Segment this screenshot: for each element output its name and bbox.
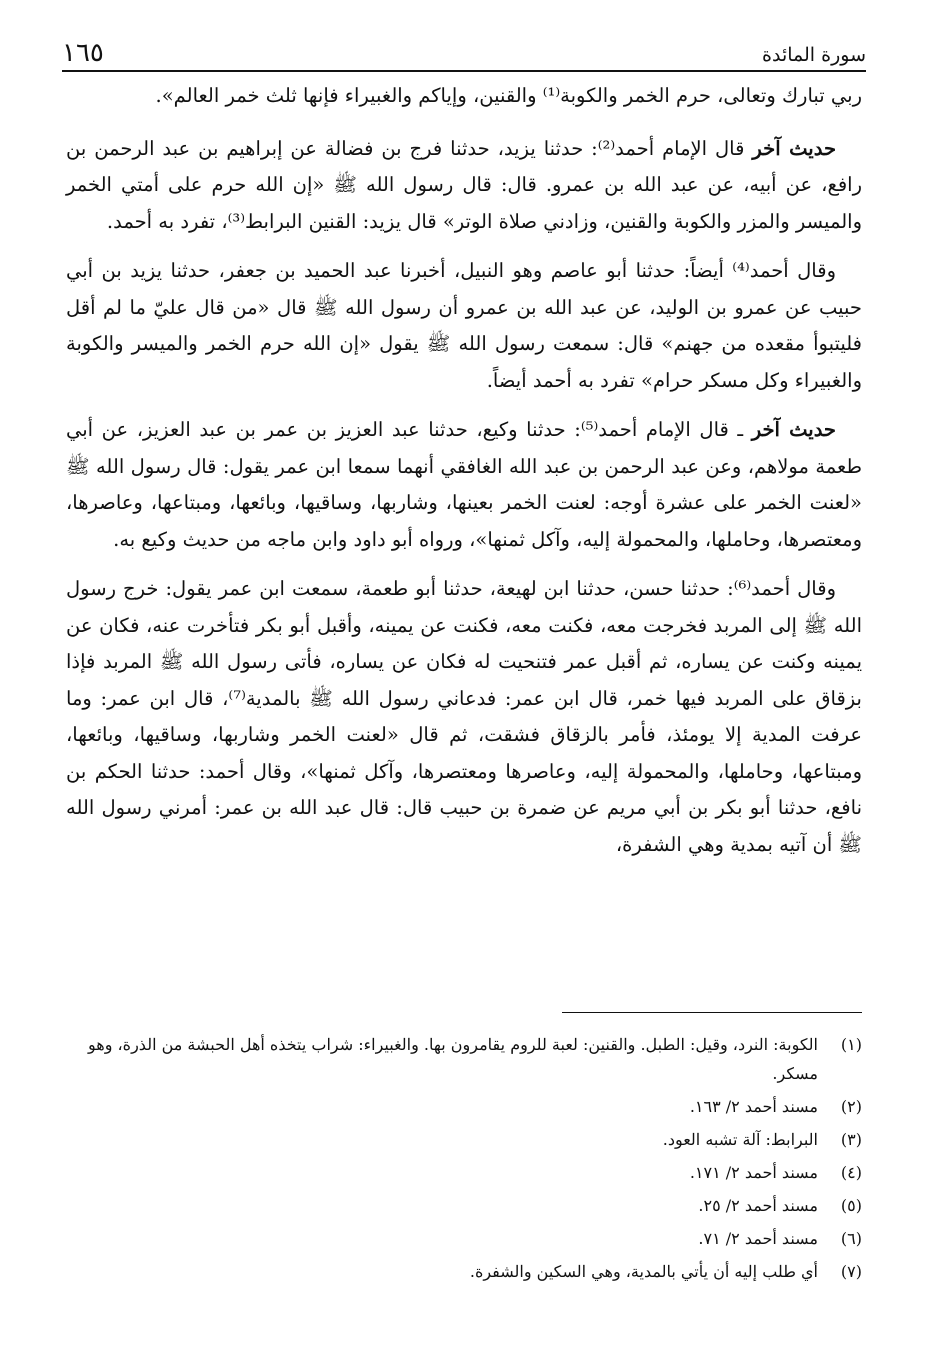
footnote-number: (٢) xyxy=(840,1097,862,1116)
footnote xyxy=(86,1224,862,1253)
footnote-text: البرابط: آلة تشبه العود. xyxy=(662,1130,818,1149)
footnote-number: (٥) xyxy=(840,1196,862,1215)
footnote xyxy=(86,1030,862,1088)
footnote xyxy=(86,1191,862,1220)
surah-title: سورة المائدة xyxy=(762,44,866,66)
paragraph xyxy=(66,253,862,399)
paragraph-text: ـ قال الإمام أحمد⁽⁵⁾: حدثنا وكيع، حدثنا عبد العزيز بن عمر بن عبد العزيز، عن أبي طعمة مولاهم، وعن عبد الرحمن بن عبد الله الغافقي أنهما سمعا ابن عمر يقول: قال رسول الله ﷺ «لعنت الخمر على عشرة أوجه: لعنت الخمر بعينها، وشاربها، وساقيها، وبائعها، ومبتاعها، وعاصرها، ومعتصرها، وحاملها، والمحمولة إليه، وآكل ثمنها»، ورواه أبو داود وابن ماجه من حديث وكيع به. xyxy=(66,418,862,551)
footnote xyxy=(86,1257,862,1286)
paragraph xyxy=(66,78,862,115)
paragraph-text: ربي تبارك وتعالى، حرم الخمر والكوبة⁽¹⁾ والقنين، وإياكم والغبيراء فإنها ثلث خمر العالم». xyxy=(155,84,862,107)
footnote-number: (١) xyxy=(840,1035,862,1054)
page-number: ١٦٥ xyxy=(62,38,104,68)
footnote-text: مسند أحمد ٢/ ٧١. xyxy=(698,1229,818,1248)
footnote xyxy=(86,1158,862,1187)
paragraph xyxy=(66,131,862,241)
footnote-text: أي طلب إليه أن يأتي بالمدية، وهي السكين والشفرة. xyxy=(469,1262,818,1281)
paragraph-text: وقال أحمد⁽⁴⁾ أيضاً: حدثنا أبو عاصم وهو النبيل، أخبرنا عبد الحميد بن جعفر، حدثنا يزيد بن أبي حبيب عن عمرو بن الوليد، عن عبد الله بن عمرو أن رسول الله ﷺ قال «من قال عليّ ما لم أقل فليتبوأ مقعده من جهنم» قال: سمعت رسول الله ﷺ يقول «إن الله حرم الخمر والميسر والكوبة والغبيراء وكل مسكر حرام» تفرد به أحمد أيضاً. xyxy=(66,259,862,392)
footnote-text: مسند أحمد ٢/ ٢٥. xyxy=(698,1196,818,1215)
footnote-number: (٦) xyxy=(840,1229,862,1248)
footnote-text: مسند أحمد ٢/ ١٦٣. xyxy=(689,1097,818,1116)
footnote-text: الكوبة: النرد، وقيل: الطبل. والقنين: لعبة للروم يقامرون بها. والغبيراء: شراب يتخذه أهل الحبشة من الذرة، وهو مسكر. xyxy=(88,1035,818,1083)
footnote-number: (٧) xyxy=(840,1262,862,1281)
footnotes xyxy=(86,1030,862,1290)
paragraph xyxy=(66,571,862,863)
main-text xyxy=(66,78,862,876)
page-header xyxy=(62,30,866,72)
paragraph xyxy=(66,412,862,558)
paragraph-text: قال الإمام أحمد⁽²⁾: حدثنا يزيد، حدثنا فرج بن فضالة عن إبراهيم بن عبد الرحمن بن رافع، عن أبيه، عن عبد الله بن عمرو. قال: قال رسول الله ﷺ «إن الله حرم على أمتي الخمر والميسر والمزر والكوبة والقنين، وزادني صلاة الوتر» قال يزيد: القنين البرابط⁽³⁾، تفرد به أحمد. xyxy=(66,136,862,233)
footnote xyxy=(86,1092,862,1121)
footnote xyxy=(86,1125,862,1154)
footnote-number: (٤) xyxy=(840,1163,862,1182)
paragraph-text: وقال أحمد⁽⁶⁾: حدثنا حسن، حدثنا ابن لهيعة، حدثنا أبو طعمة، سمعت ابن عمر يقول: خرج رسول الله ﷺ إلى المربد فخرجت معه، فكنت معه، فكنت عن يمينه، وأقبل أبو بكر فتأخرت عنه، فكان عن يمينه وكنت عن يساره، ثم أقبل عمر فتنحيت له فكان عن يساره، فأتى رسول الله ﷺ المربد فإذا بزقاق على المربد فيها خمر، قال ابن عمر: فدعاني رسول الله ﷺ بالمدية⁽⁷⁾، قال ابن عمر: وما عرفت المدية إلا يومئذ، فأمر بالزقاق فشقت، ثم قال «لعنت الخمر وشاربها، وساقيها، وبائعها، ومبتاعها، وحاملها، والمحمولة إليه، وعاصرها ومعتصرها، وآكل ثمنها»، وقال أحمد: حدثنا الحكم بن نافع، حدثنا أبو بكر بن أبي مريم عن ضمرة بن حبيب قال: قال عبد الله بن عمر: أمرني رسول الله ﷺ أن آتيه بمدية وهي الشفرة، xyxy=(66,577,862,856)
footnote-divider xyxy=(562,1012,862,1013)
footnote-number: (٣) xyxy=(840,1130,862,1149)
paragraph-lead: حديث آخر xyxy=(751,418,836,441)
paragraph-lead: حديث آخر xyxy=(752,136,837,160)
footnote-text: مسند أحمد ٢/ ١٧١. xyxy=(689,1163,818,1182)
